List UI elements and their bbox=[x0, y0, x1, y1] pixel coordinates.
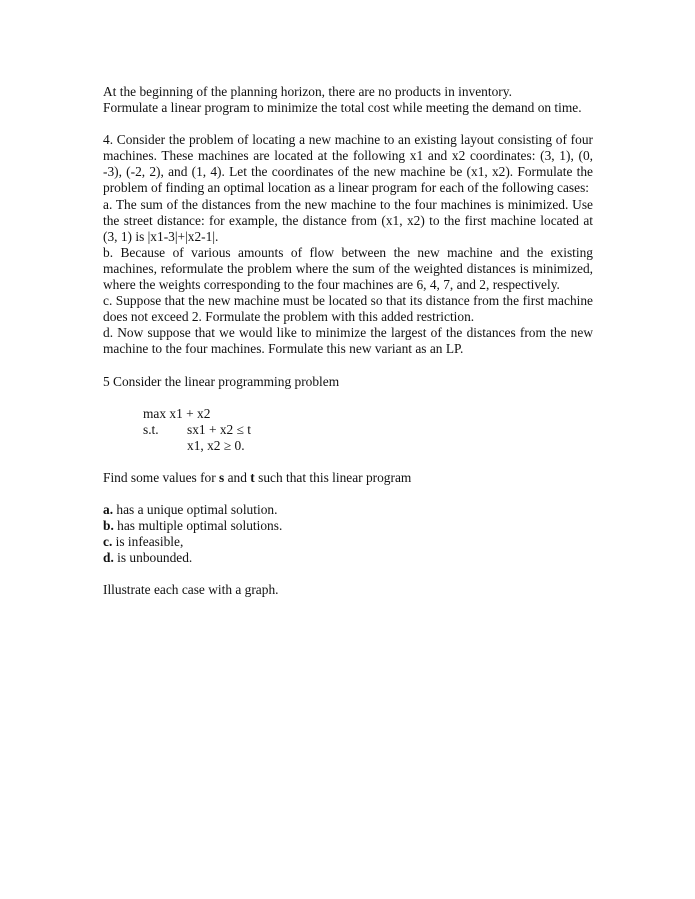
lp-st-label: s.t. bbox=[143, 421, 159, 437]
linear-program bbox=[143, 406, 593, 454]
problem-5-closing: Illustrate each case with a graph. bbox=[103, 582, 279, 598]
problem-5-statement: 5 Consider the linear programming problem bbox=[103, 373, 340, 389]
part-label: d. bbox=[103, 550, 114, 566]
part-label: a. bbox=[103, 501, 114, 517]
problem-4 bbox=[103, 132, 593, 357]
variable-s: s bbox=[219, 469, 225, 485]
intro-section bbox=[103, 84, 593, 116]
document-page bbox=[103, 84, 593, 598]
problem-4-part-c: c. Suppose that the new machine must be located so that its distance from the first machine does not exceed 2. Formulate the problem with this added restriction. bbox=[103, 293, 593, 325]
variable-t: t bbox=[250, 469, 255, 485]
spacer bbox=[103, 390, 593, 406]
lp-constraint-1: sx1 + x2 ≤ t bbox=[187, 421, 252, 437]
lp-objective: max x1 + x2 bbox=[143, 405, 211, 421]
question-suffix: such that this linear program bbox=[254, 469, 412, 485]
question-and: and bbox=[224, 469, 251, 485]
part-label: c. bbox=[103, 534, 113, 550]
lp-objective-row bbox=[143, 406, 593, 422]
lp-nonneg-row bbox=[143, 438, 593, 454]
part-text: is unbounded. bbox=[113, 550, 193, 566]
list-item bbox=[103, 534, 593, 550]
intro-line-2: Formulate a linear program to minimize the total cost while meeting the demand on time. bbox=[103, 100, 582, 116]
part-text: is infeasible, bbox=[112, 534, 184, 550]
lp-constraint-row bbox=[143, 422, 593, 438]
part-text: has multiple optimal solutions. bbox=[113, 518, 283, 534]
problem-4-part-d: d. Now suppose that we would like to minimize the largest of the distances from the new machine to the four machines. Formulate this new variant as an LP. bbox=[103, 325, 593, 357]
question-prefix: Find some values for bbox=[103, 469, 220, 485]
spacer bbox=[103, 358, 593, 374]
list-item bbox=[103, 518, 593, 534]
problem-4-statement: 4. Consider the problem of locating a new machine to an existing layout consisting of four machines. These machines are located at the following x1 and x2 coordinates: (3, 1), (0, -3), (-2, 2), and (1, 4). Let the coordinates of the new machine be (x1, x2). Formulate the problem of finding an optimal location as a linear program for each of the following cases: bbox=[103, 132, 593, 196]
list-item bbox=[103, 502, 593, 518]
problem-5 bbox=[103, 374, 593, 599]
part-label: b. bbox=[103, 518, 114, 534]
spacer bbox=[103, 566, 593, 582]
problem-5-parts bbox=[103, 502, 593, 566]
part-text: has a unique optimal solution. bbox=[113, 501, 278, 517]
problem-5-question bbox=[103, 470, 593, 486]
problem-4-part-a: a. The sum of the distances from the new machine to the four machines is minimized. Use the street distance: for example, the distance from (x1, x2) to the first machine located at (3, 1) is |x1-3|+|x2-1|. bbox=[103, 196, 593, 244]
problem-4-part-b: b. Because of various amounts of flow between the new machine and the existing machines, reformulate the problem where the sum of the weighted distances is minimized, where the weights corresponding to the four machines are 6, 4, 7, and 2, respectively. bbox=[103, 244, 593, 293]
lp-constraint-2: x1, x2 ≥ 0. bbox=[187, 437, 245, 453]
spacer bbox=[103, 454, 593, 470]
intro-line-1: At the beginning of the planning horizon, there are no products in inventory. bbox=[103, 84, 512, 99]
list-item bbox=[103, 550, 593, 566]
spacer bbox=[103, 486, 593, 502]
spacer bbox=[103, 116, 593, 132]
